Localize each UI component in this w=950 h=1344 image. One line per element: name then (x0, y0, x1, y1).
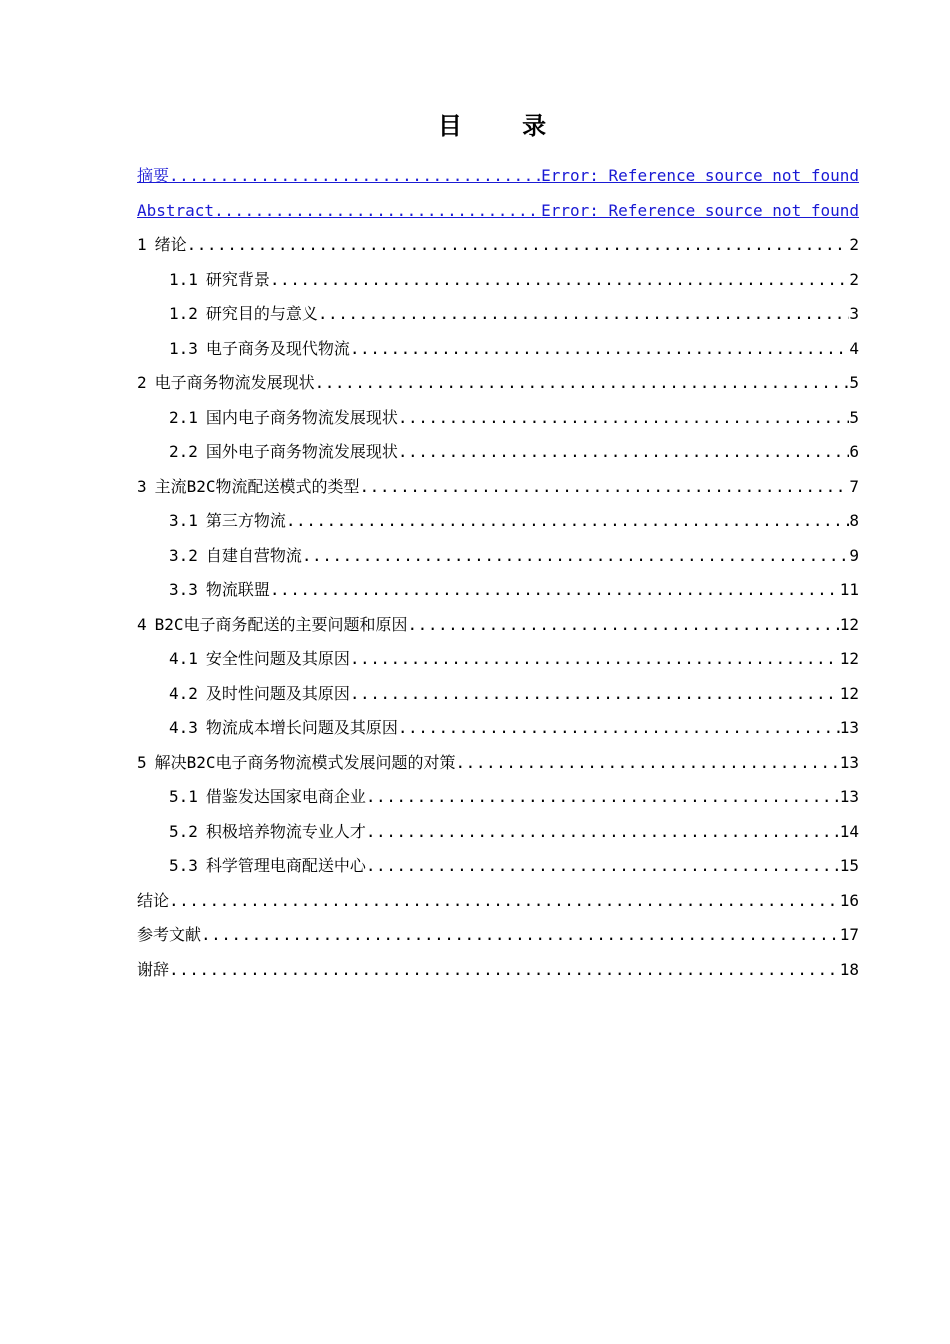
toc-entry-label (169, 849, 366, 884)
toc-entry-number: 4.3 (169, 718, 198, 737)
toc-entry (137, 470, 859, 505)
toc-entry-text: 及时性问题及其原因 (205, 683, 350, 703)
toc-entry (137, 815, 859, 850)
toc-leader-dots (398, 435, 849, 470)
toc-entry (137, 953, 859, 988)
toc-entry-text: 借鉴发达国家电商企业 (205, 787, 366, 806)
toc-leader-dots (214, 194, 541, 229)
toc-leader-dots (169, 159, 541, 194)
toc-entry-number: 4.1 (169, 649, 198, 668)
toc-entry-number: 5.1 (169, 787, 198, 806)
toc-entry-page: 5 (849, 373, 859, 392)
toc-entry-page: 7 (849, 476, 859, 496)
toc-entry (137, 884, 859, 919)
toc-entry-label (169, 815, 366, 850)
toc-entry-text: 结论 (137, 890, 170, 910)
toc-entry-label (137, 918, 201, 953)
toc-entry-page: 18 (839, 959, 859, 979)
toc-entry (137, 332, 859, 367)
toc-entry-label (169, 711, 398, 746)
toc-entry (137, 263, 859, 298)
toc-leader-dots (270, 263, 849, 298)
toc-entry-text: 安全性问题及其原因 (205, 649, 350, 668)
toc-entry (137, 642, 859, 677)
toc-leader-dots (350, 642, 840, 677)
toc-entry-text: 物流成本增长问题及其原因 (205, 718, 398, 737)
toc-entry-number: 3.1 (169, 511, 198, 530)
toc-entry (137, 297, 859, 332)
toc-entry-label (137, 746, 456, 781)
toc-leader-dots (201, 918, 840, 953)
toc-entry (137, 401, 859, 436)
toc-entry-page: 11 (839, 580, 859, 599)
toc-entry-text: 国外电子商务物流发展现状 (205, 442, 398, 461)
toc-entry-text: B2C电子商务配送的主要问题和原因 (154, 614, 408, 634)
toc-entry-number: 2 (137, 373, 147, 392)
toc-entry-page: 13 (839, 787, 859, 806)
toc-entry-page: 4 (849, 338, 859, 358)
toc-entry-page: 14 (839, 821, 859, 841)
toc-leader-dots (270, 573, 840, 608)
toc-entry (137, 435, 859, 470)
toc-entry-number: 4.2 (169, 683, 198, 703)
toc-entry-page: 15 (839, 856, 859, 875)
toc-entry-text: 研究背景 (205, 269, 270, 289)
toc-entry (137, 711, 859, 746)
toc-entry-label (169, 435, 398, 470)
toc-entry-number: 1 (137, 235, 147, 254)
toc-entry-number: 2.1 (169, 407, 198, 427)
toc-entry-label (169, 332, 350, 367)
toc-entry-label (137, 470, 360, 505)
toc-leader-dots (315, 366, 850, 401)
toc-entry (137, 677, 859, 712)
toc-leader-dots (286, 504, 849, 539)
toc-leader-dots (302, 539, 849, 574)
toc-entry-label[interactable] (137, 159, 169, 194)
toc-leader-dots (169, 884, 840, 919)
toc-entry-label (137, 608, 408, 643)
toc-entry-text[interactable]: Abstract (137, 200, 215, 220)
toc-entry-text: 电子商务物流发展现状 (154, 373, 315, 392)
toc-entry (137, 608, 859, 643)
toc-entry-page: 2 (849, 235, 859, 254)
toc-entry-label (169, 297, 318, 332)
toc-entry-number: 4 (137, 614, 147, 634)
toc-entry-label (169, 504, 286, 539)
toc-entry-text: 电子商务及现代物流 (205, 338, 350, 358)
toc-entry-text: 第三方物流 (205, 511, 286, 530)
toc-leader-dots (360, 470, 850, 505)
toc-entry (137, 504, 859, 539)
toc-entry-page: 8 (849, 511, 859, 530)
toc-entry-number: 3.3 (169, 580, 198, 599)
toc-entry-page: 16 (839, 890, 859, 910)
toc-leader-dots (318, 297, 849, 332)
toc-entry-label (137, 228, 187, 263)
toc-entry-text: 主流B2C物流配送模式的类型 (154, 476, 360, 496)
toc-entry-page[interactable]: Error: Reference source not found (541, 200, 859, 220)
toc-entry (137, 918, 859, 953)
toc-entry-number: 3.2 (169, 545, 198, 565)
toc-entry-number: 1.1 (169, 269, 198, 289)
toc-entry-label (169, 539, 302, 574)
toc-entry-text: 自建自营物流 (205, 545, 302, 565)
toc-leader-dots (398, 711, 840, 746)
page-title: 目 录 (437, 111, 573, 140)
toc-entry-number: 5 (137, 752, 147, 772)
toc-entry-label (169, 780, 366, 815)
toc-entry-page: 13 (839, 718, 859, 737)
toc-entry-page: 12 (839, 649, 859, 668)
toc-entry (137, 849, 859, 884)
toc-entry-text[interactable]: 摘要 (137, 166, 170, 185)
toc-entry-text: 积极培养物流专业人才 (205, 821, 366, 841)
toc-entry (137, 228, 859, 263)
table-of-contents (137, 159, 859, 987)
toc-entry-label (169, 677, 350, 712)
toc-entry-text: 绪论 (154, 235, 187, 254)
toc-entry-number: 5.3 (169, 856, 198, 875)
toc-entry (137, 539, 859, 574)
toc-leader-dots (366, 849, 840, 884)
toc-entry-page: 5 (849, 407, 859, 427)
toc-entry-page: 12 (839, 614, 859, 634)
toc-entry-page: 2 (849, 269, 859, 289)
toc-entry-page: 13 (839, 752, 859, 772)
toc-leader-dots (366, 780, 840, 815)
toc-entry (137, 366, 859, 401)
toc-entry-text: 国内电子商务物流发展现状 (205, 407, 398, 427)
toc-entry-text: 物流联盟 (205, 580, 270, 599)
toc-leader-dots (456, 746, 840, 781)
toc-entry-label (137, 366, 315, 401)
toc-entry-number: 3 (137, 476, 147, 496)
toc-leader-dots (408, 608, 840, 643)
toc-entry-page: 6 (849, 442, 859, 461)
toc-entry-number: 1.3 (169, 338, 198, 358)
toc-entry-text: 科学管理电商配送中心 (205, 856, 366, 875)
toc-entry-label (137, 884, 169, 919)
toc-entry-number: 1.2 (169, 304, 198, 323)
toc-entry-number: 2.2 (169, 442, 198, 461)
toc-entry-page[interactable]: Error: Reference source not found (541, 166, 859, 185)
toc-entry-label (169, 573, 270, 608)
toc-leader-dots (398, 401, 849, 436)
toc-entry-page: 3 (849, 304, 859, 323)
toc-entry-label[interactable] (137, 194, 214, 229)
toc-leader-dots (350, 332, 849, 367)
toc-entry-text: 参考文献 (137, 925, 202, 944)
toc-entry (137, 746, 859, 781)
toc-entry-text: 谢辞 (137, 959, 170, 979)
toc-leader-dots (169, 953, 840, 988)
toc-entry-label (137, 953, 169, 988)
toc-entry (137, 780, 859, 815)
toc-entry-page: 9 (849, 545, 859, 565)
toc-entry-page: 12 (839, 683, 859, 703)
toc-entry-text: 研究目的与意义 (205, 304, 318, 323)
toc-entry-page: 17 (839, 925, 859, 944)
toc-entry (137, 573, 859, 608)
toc-entry-label (169, 401, 398, 436)
toc-entry-label (169, 263, 270, 298)
toc-leader-dots (187, 228, 850, 263)
toc-entry-number: 5.2 (169, 821, 198, 841)
toc-entry[interactable] (137, 194, 859, 229)
toc-entry[interactable] (137, 159, 859, 194)
toc-leader-dots (366, 815, 840, 850)
toc-entry-text: 解决B2C电子商务物流模式发展问题的对策 (154, 752, 456, 772)
toc-leader-dots (350, 677, 840, 712)
toc-entry-label (169, 642, 350, 677)
